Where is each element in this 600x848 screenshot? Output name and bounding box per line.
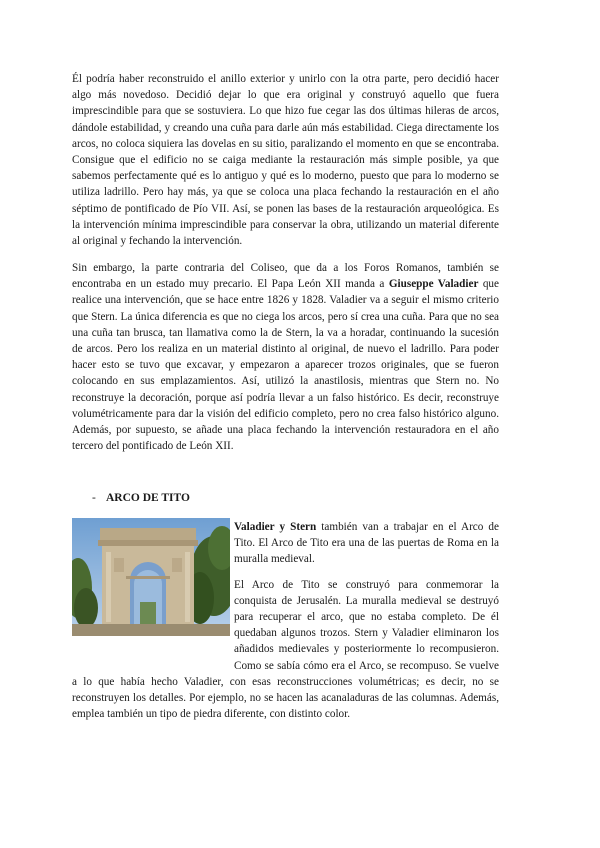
paragraph-2-end: que realice una intervención, que se hace entre 1826 y 1828. Valadier va a seguir el mismo criterio que Stern. La única diferencia es que no ciega los arcos, pero sí crea una cuña. Para que no sea una cuña tan brusca, tan llamativa como la de Stern, la va a horadar, continuando la sucesión de arcos. Pero los realiza en un material distinto al original, de nuevo el ladrillo. Para poder hacer esto se tuvo que excavar, y empezaron a aparecer trozos originales, que se fueron colocando en sus emplazamientos. Así, utilizó la anastilosis, mientras que Stern no. No reconstruye la decoración, porque así podría llevar a un falso histórico. Es decir, reconstruye volumétricamente para dar la visión del edificio completo, pero no crea falso histórico alguno. Además, por supuesto, se añade una placa fechando la intervención restauradora en el año tercero del pontificado de León XII.: [72, 278, 499, 453]
paragraph-2-start: Sin embargo, la parte contraria del Coliseo, que da a los Foros Romanos, también se encontraba en un estado muy precario. El Papa León XII manda a: [72, 262, 499, 291]
section-heading: [92, 492, 190, 504]
arco-body-paragraph: El Arco de Tito se construyó para conmemorar la conquista de Jerusalén. La muralla medieval se destruyó para recuperar el arco, que no estaba completo. De él quedaban algunos trozos. Stern y Valadier eliminaron los añadidos medievales y posteriormente lo recompusieron. Como se sabía cómo era el Arco, se recompuso. Se vuelve a lo que había hecho Valadier, con esas reconstrucciones volumétricas; es decir, no se reconstruyen los detalles. Por ejemplo, no se hacen las acanaladuras de las columnas. Además, emplea también un tipo de piedra diferente, con distinto color.: [72, 578, 499, 721]
section-title: ARCO DE TITO: [106, 492, 190, 504]
arco-de-tito-text: [72, 519, 499, 722]
valadier-stern-names: Valadier y Stern: [234, 521, 317, 533]
paragraph-1: [72, 71, 499, 249]
arco-intro-text: también van a trabajar en el Arco de Tito. El Arco de Tito era una de las puertas de Roma en la muralla medieval.: [234, 521, 499, 566]
paragraph-1-text: Él podría haber reconstruido el anillo exterior y unirlo con la otra parte, pero decidió hacer algo más novedoso. Decidió dejar lo que era original y construyó aquello que fuera imprescindible para que se sostuviera. Lo que hizo fue cegar las dos últimas hileras de arcos, dándole estabilidad, y creando una cuña para darle aún más estabilidad. Ciega directamente los arcos, no coloca siquiera las dovelas en su sitio, paralizando el momento en que se encontraba. Consigue que el edificio no se caiga mediante la restauración más simple posible, ya que sabemos perfectamente qué es lo antiguo y qué es lo moderno, puesto que para lo moderno se utiliza ladrillo. Pero hay más, ya que se coloca una placa fechando la restauración en el año séptimo de pontificado de Pío VII. Así, se ponen las bases de la restauración arqueológica. Es la intervención mínima imprescindible para conservar la obra, utilizando un material diferente al original y fechando la intervención.: [72, 73, 499, 248]
giuseppe-valadier-name: Giuseppe Valadier: [388, 278, 479, 291]
paragraph-2: [72, 260, 499, 454]
bullet-dash: -: [92, 492, 96, 504]
